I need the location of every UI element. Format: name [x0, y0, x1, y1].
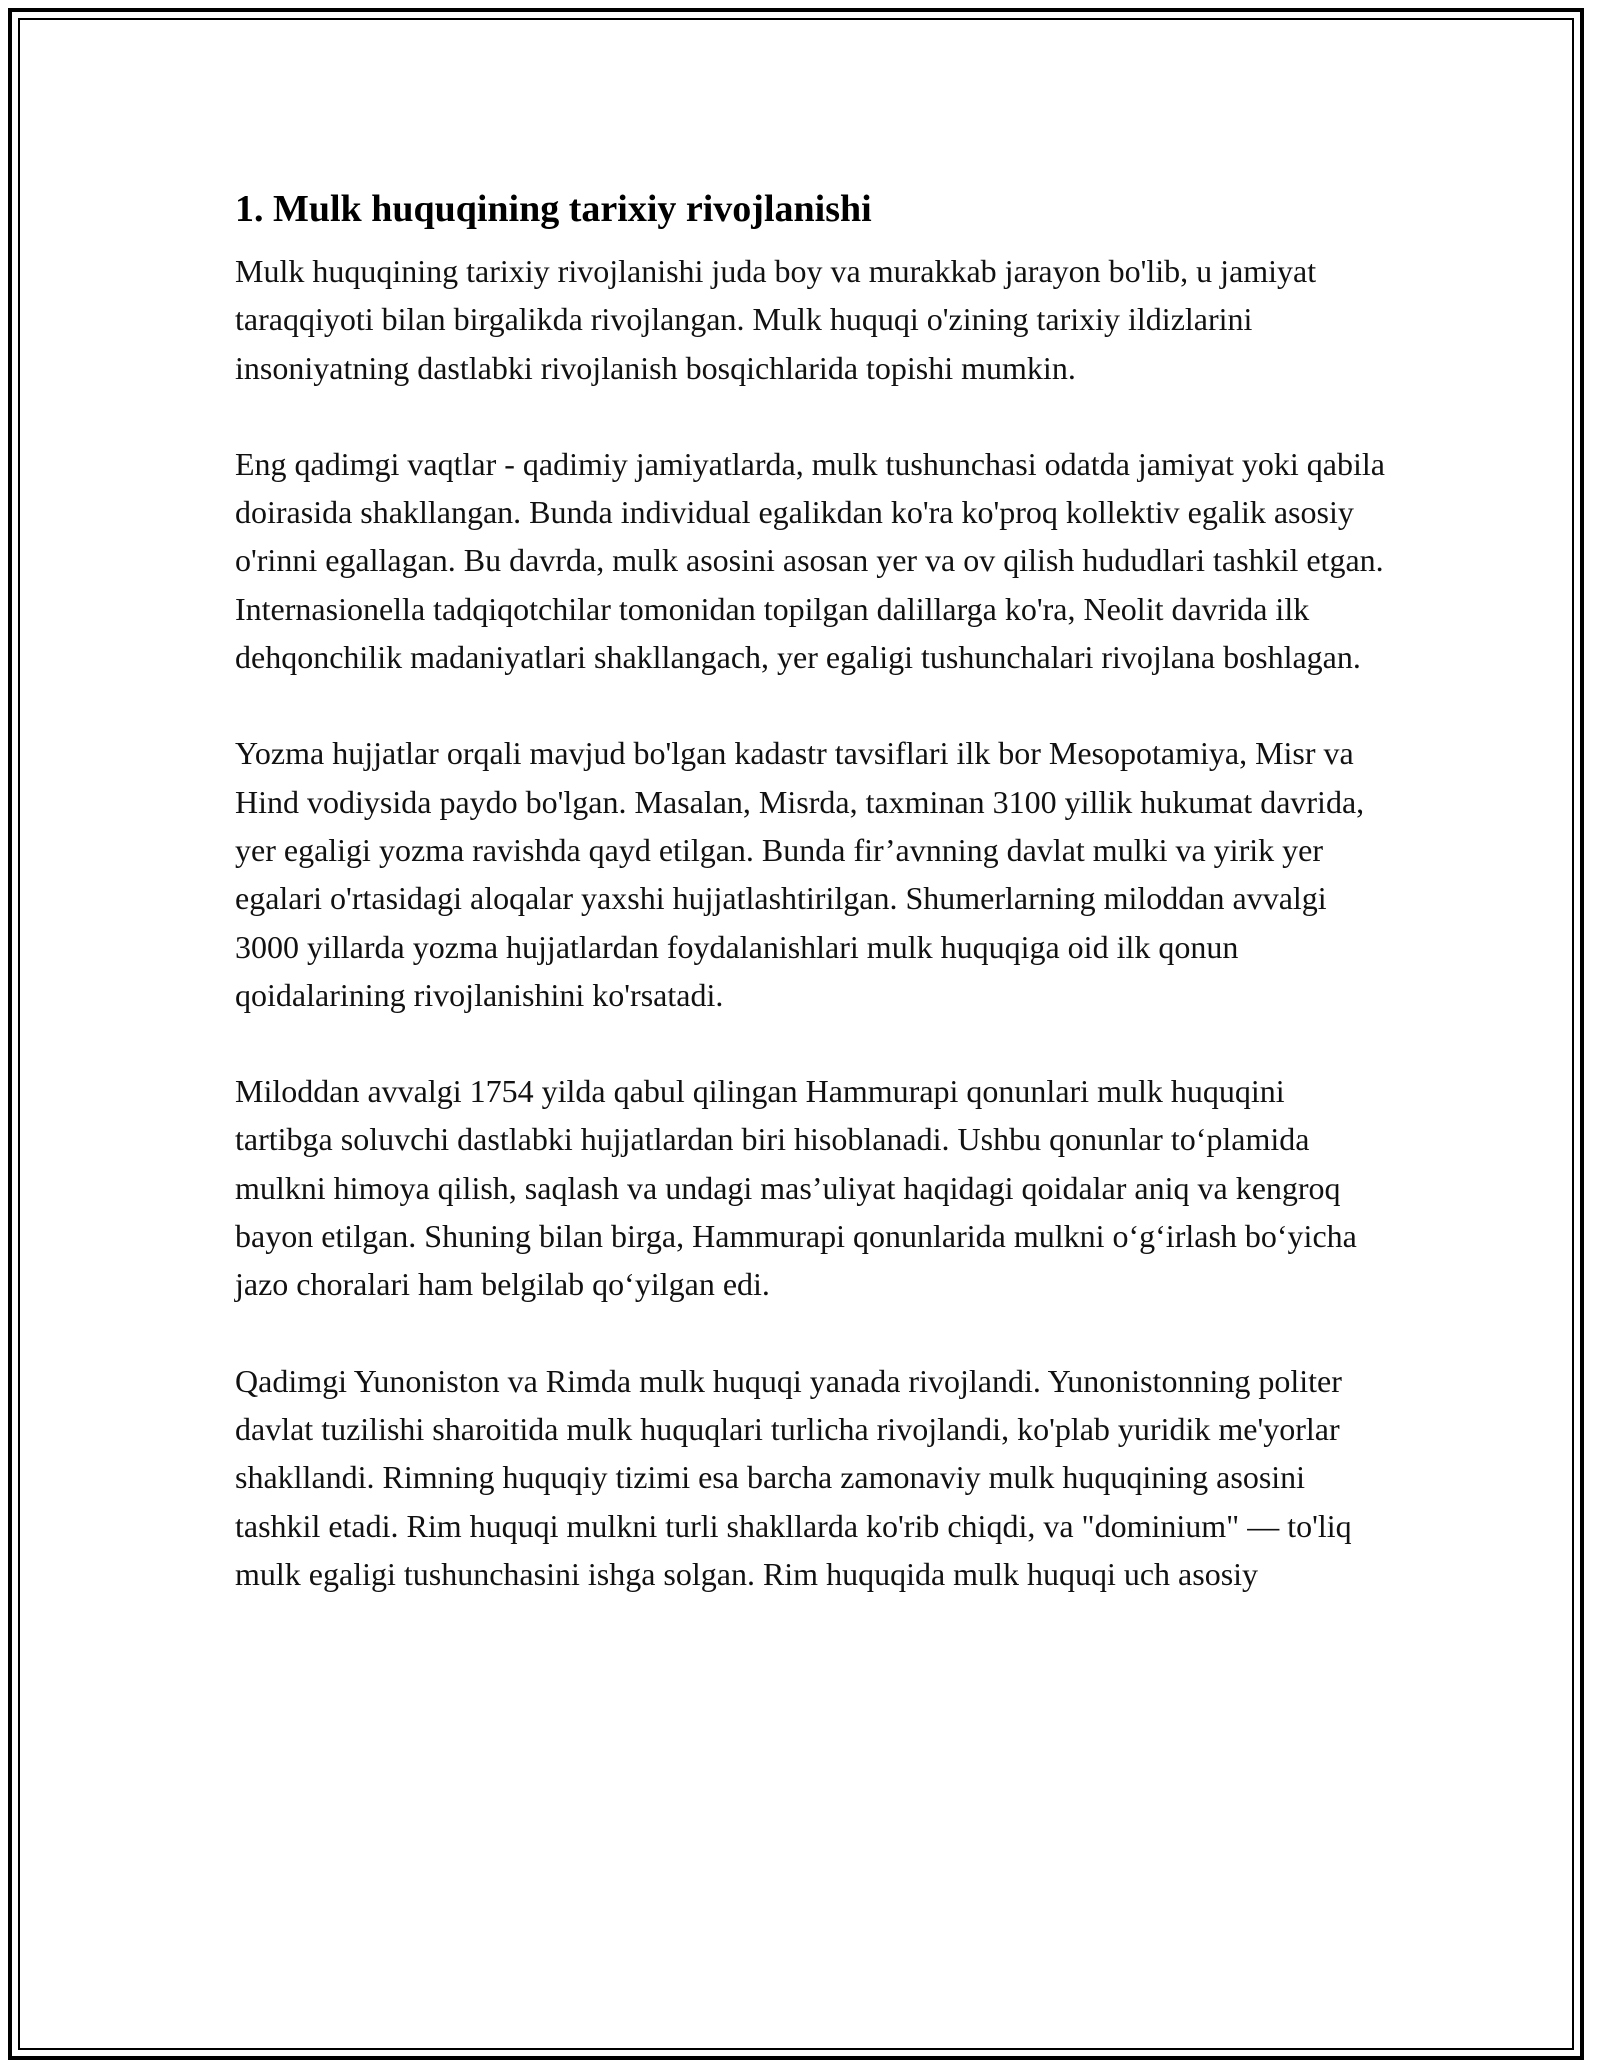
paragraph-hammurabi: Miloddan avvalgi 1754 yilda qabul qilingan Hammurapi qonunlari mulk huquqini tartibga soluvchi dastlabki hujjatlardan biri hisoblanadi. Ushbu qonunlar to‘plamida mulkni himoya qilish, saqlash va undagi mas’uliyat haqidagi qoidalar aniq va kengroq bayon etilgan. Shuning bilan birga, Hammurapi qonunlarida mulkni o‘g‘irlash bo‘yicha jazo choralari ham belgilab qo‘yilgan edi.	[235, 1073, 1357, 1303]
paragraph-ancient-societies: Eng qadimgi vaqtlar - qadimiy jamiyatlarda, mulk tushunchasi odatda jamiyat yoki qabila doirasida shakllangan. Bunda individual egalikdan ko'ra ko'proq kollektiv egalik asosiy o'rinni egallagan. Bu davrda, mulk asosini asosan yer va ov qilish hududlari tashkil etgan. Internasionella tadqiqotchilar tomonidan topilgan dalillarga ko'ra, Neolit davrida ilk dehqonchilik madaniyatlari shakllangach, yer egaligi tushunchalari rivojlana boshlagan.	[235, 445, 1385, 676]
document-body	[235, 185, 1385, 1646]
paragraph-intro: Mulk huquqining tarixiy rivojlanishi juda boy va murakkab jarayon bo'lib, u jamiyat taraqqiyoti bilan birgalikda rivojlangan. Mulk huquqi o'zining tarixiy ildizlarini insoniyatning dastlabki rivojlanish bosqichlarida topishi mumkin.	[235, 253, 1317, 386]
paragraph-written-records: Yozma hujjatlar orqali mavjud bo'lgan kadastr tavsiflari ilk bor Mesopotamiya, Misr va Hind vodiysida paydo bo'lgan. Masalan, Misrda, taxminan 3100 yillik hukumat davrida, yer egaligi yozma ravishda qayd etilgan. Bunda fir’avnning davlat mulki va yirik yer egalari o'rtasidagi aloqalar yaxshi hujjatlashtirilgan. Shumerlarning miloddan avvalgi 3000 yillarda yozma hujjatlardan foydalanishlari mulk huquqiga oid ilk qonun qoidalarining rivojlanishini ko'rsatadi.	[235, 735, 1365, 1013]
section-heading: 1. Mulk huquqining tarixiy rivojlanishi	[235, 188, 872, 230]
paragraph-greece-rome: Qadimgi Yunoniston va Rimda mulk huquqi yanada rivojlandi. Yunonistonning politer davlat tuzilishi sharoitida mulk huquqlari turlicha rivojlandi, ko'plab yuridik me'yorlar shakllandi. Rimning huquqiy tizimi esa barcha zamonaviy mulk huquqining asosini tashkil etadi. Rim huquqi mulkni turli shakllarda ko'rib chiqdi, va "dominium" — to'liq mulk egaligi tushunchasini ishga solgan. Rim huquqida mulk huquqi uch asosiy	[235, 1362, 1352, 1592]
